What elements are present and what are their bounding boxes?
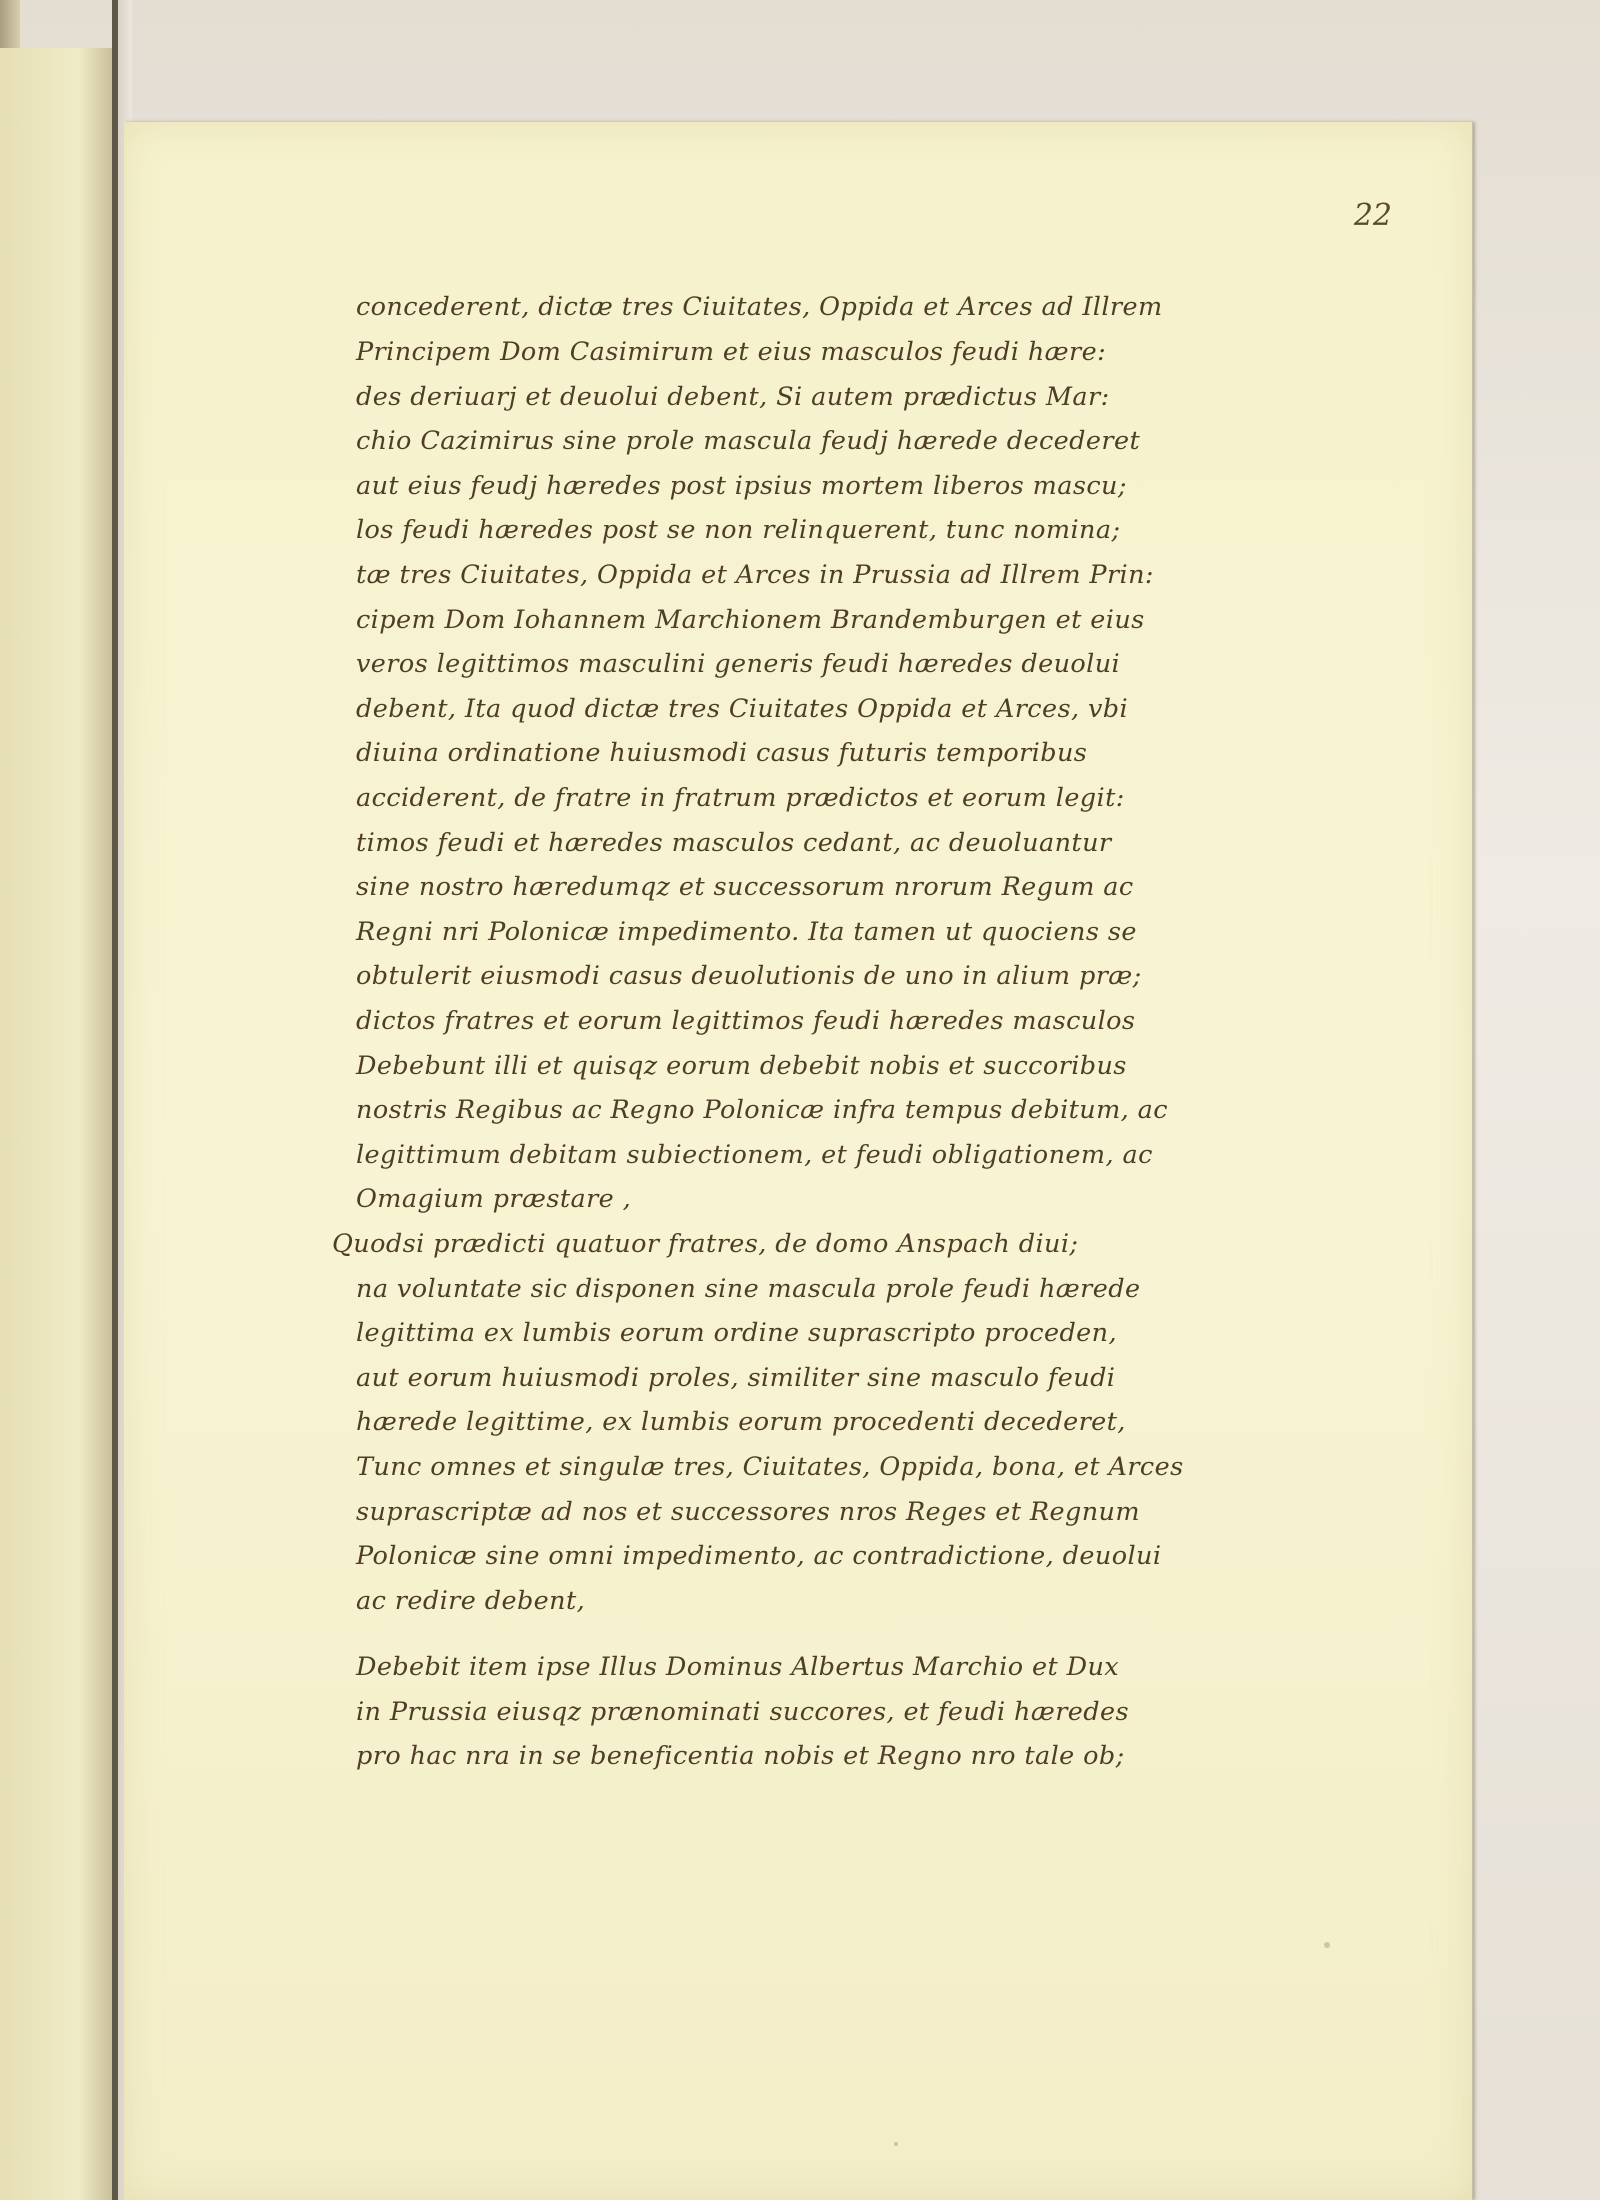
text-line: sine nostro hæredumqz et successorum nrorum Regum ac bbox=[356, 872, 1134, 902]
text-line: legittimum debitam subiectionem, et feudi obligationem, ac bbox=[356, 1140, 1153, 1170]
text-line: pro hac nra in se beneficentia nobis et Regno nro tale ob; bbox=[356, 1741, 1125, 1771]
text-line: debent, Ita quod dictæ tres Ciuitates Oppida et Arces, vbi bbox=[356, 694, 1129, 724]
text-line: chio Cazimirus sine prole mascula feudj hærede decederet bbox=[356, 426, 1141, 456]
paper-spot bbox=[1324, 1942, 1330, 1948]
text-line: veros legittimos masculini generis feudi hæredes deuolui bbox=[356, 649, 1121, 679]
folio-number: 22 bbox=[1353, 198, 1392, 233]
text-line: Regni nri Polonicæ impedimento. Ita tamen ut quociens se bbox=[356, 917, 1137, 947]
facing-page bbox=[0, 48, 114, 2200]
text-line: Debebunt illi et quisqz eorum debebit nobis et succoribus bbox=[356, 1051, 1127, 1081]
text-line: in Prussia eiusqz prænominati succores, et feudi hæredes bbox=[356, 1697, 1129, 1727]
text-line: aut eorum huiusmodi proles, similiter sine masculo feudi bbox=[356, 1363, 1116, 1393]
text-line: Omagium præstare , bbox=[356, 1184, 632, 1214]
text-line: nostris Regibus ac Regno Polonicæ infra tempus debitum, ac bbox=[356, 1095, 1168, 1125]
text-line: des deriuarj et deuolui debent, Si autem prædictus Mar: bbox=[356, 382, 1110, 412]
text-line: legittima ex lumbis eorum ordine suprascripto proceden, bbox=[356, 1318, 1118, 1348]
manuscript-page bbox=[124, 122, 1473, 2200]
text-line: Polonicæ sine omni impedimento, ac contradictione, deuolui bbox=[356, 1541, 1162, 1571]
text-line: Debebit item ipse Illus Dominus Albertus Marchio et Dux bbox=[356, 1652, 1120, 1682]
text-line: Quodsi prædicti quatuor fratres, de domo Anspach diui; bbox=[332, 1229, 1079, 1259]
text-line: dictos fratres et eorum legittimos feudi hæredes masculos bbox=[356, 1006, 1136, 1036]
paper-spot bbox=[894, 2142, 898, 2146]
text-line: obtulerit eiusmodi casus deuolutionis de uno in alium præ; bbox=[356, 961, 1142, 991]
text-line: na voluntate sic disponen sine mascula prole feudi hærede bbox=[356, 1274, 1141, 1304]
text-line: tæ tres Ciuitates, Oppida et Arces in Prussia ad Illrem Prin: bbox=[356, 560, 1154, 590]
text-line: acciderent, de fratre in fratrum prædictos et eorum legit: bbox=[356, 783, 1125, 813]
text-line: diuina ordinatione huiusmodi casus futuris temporibus bbox=[356, 738, 1088, 768]
text-line: Tunc omnes et singulæ tres, Ciuitates, Oppida, bona, et Arces bbox=[356, 1452, 1184, 1482]
text-line: hærede legittime, ex lumbis eorum procedenti decederet, bbox=[356, 1407, 1126, 1437]
text-line: timos feudi et hæredes masculos cedant, ac deuoluantur bbox=[356, 828, 1112, 858]
text-line: ac redire debent, bbox=[356, 1586, 586, 1616]
text-line: Principem Dom Casimirum et eius masculos feudi hære: bbox=[356, 337, 1107, 367]
text-line: suprascriptæ ad nos et successores nros Reges et Regnum bbox=[356, 1497, 1140, 1527]
text-line: concederent, dictæ tres Ciuitates, Oppida et Arces ad Illrem bbox=[356, 292, 1163, 322]
text-line: los feudi hæredes post se non relinquerent, tunc nomina; bbox=[356, 515, 1121, 545]
text-line: aut eius feudj hæredes post ipsius mortem liberos mascu; bbox=[356, 471, 1127, 501]
text-line: cipem Dom Iohannem Marchionem Brandemburgen et eius bbox=[356, 605, 1145, 635]
